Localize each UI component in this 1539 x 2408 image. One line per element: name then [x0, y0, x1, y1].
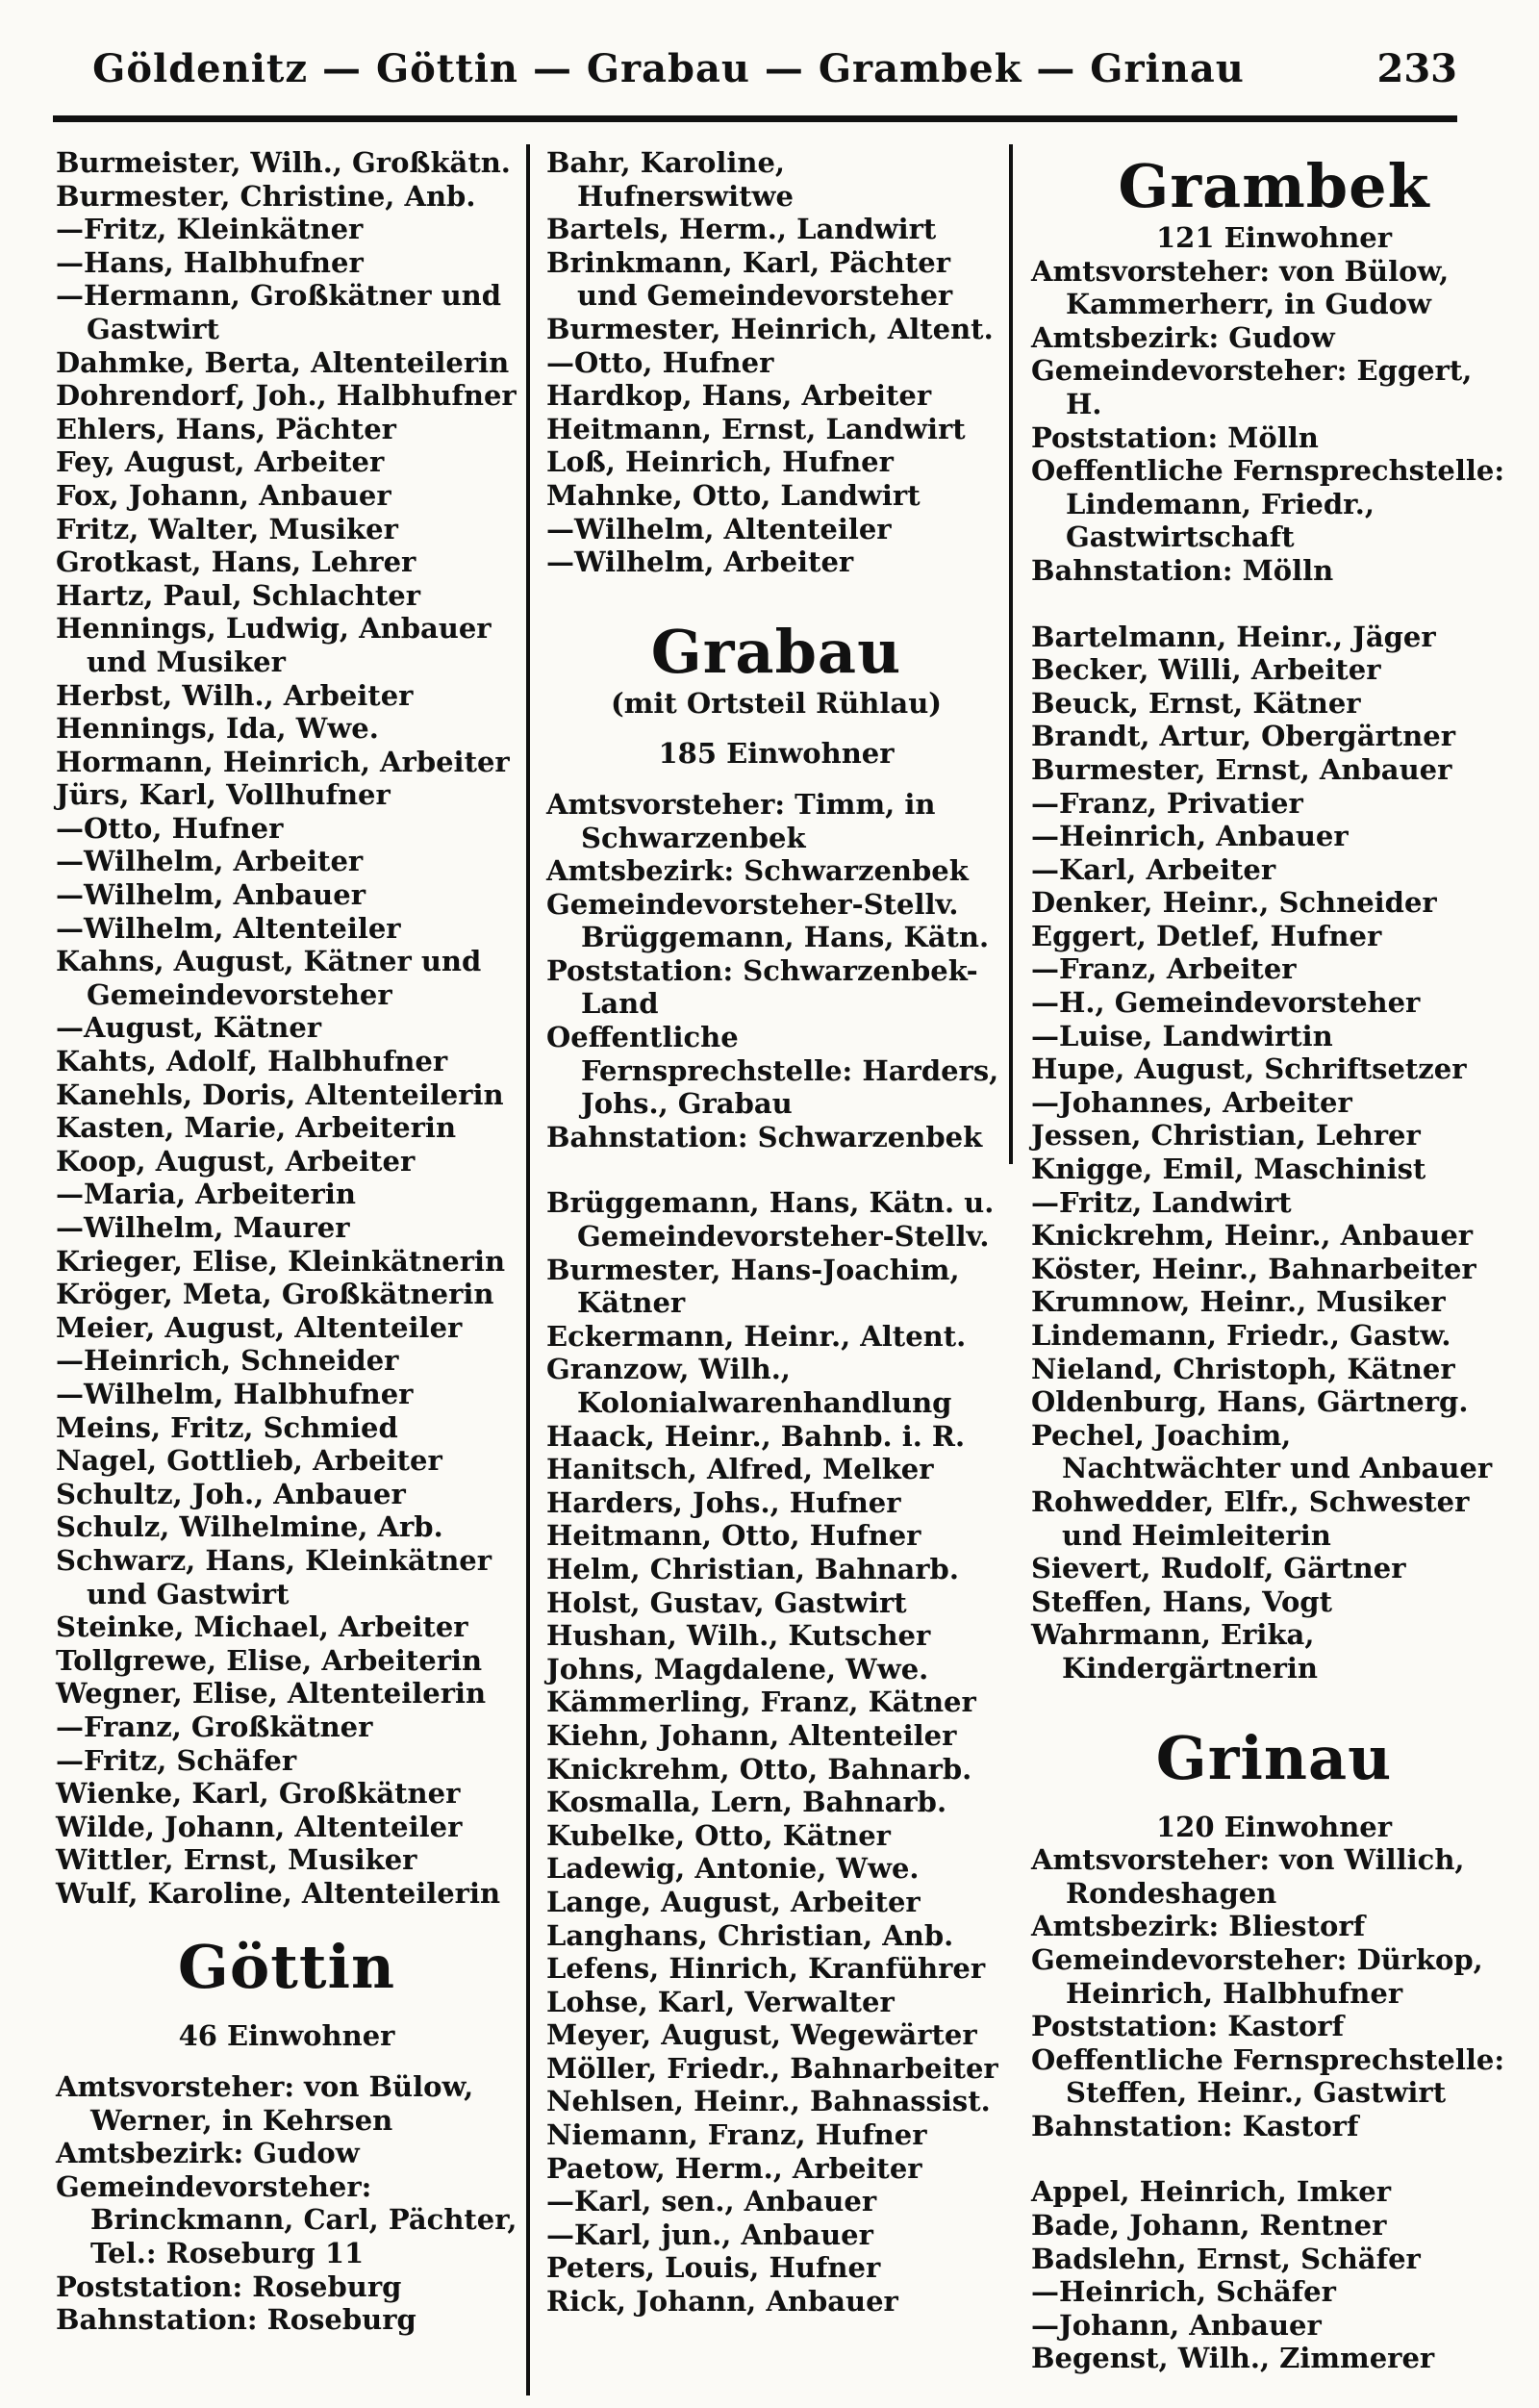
directory-entry: Heitmann, Ernst, Landwirt — [546, 412, 966, 445]
directory-entry: —Karl, Arbeiter — [1031, 852, 1276, 886]
info-line: Poststation: Schwarzenbek-Land — [546, 953, 978, 1021]
directory-entry: —Wilhelm, Altenteiler — [546, 512, 892, 545]
info-line: Bahnstation: Schwarzenbek — [546, 1120, 983, 1153]
info-line: Amtsbezirk: Schwarzenbek — [546, 854, 969, 888]
directory-entry: Kahts, Adolf, Halbhufner — [56, 1045, 448, 1078]
info-line: Amtsvorsteher: von Bülow, Kammerherr, in Gudow — [1031, 254, 1450, 321]
directory-entry: Nehlsen, Heinr., Bahnassist. — [546, 2085, 991, 2118]
directory-entry: Wilde, Johann, Altenteiler — [56, 1810, 463, 1843]
info-line: Amtsbezirk: Gudow — [1031, 320, 1335, 354]
info-line: Bahnstation: Kastorf — [1031, 2109, 1359, 2142]
directory-entry: —Johannes, Arbeiter — [1031, 1085, 1352, 1119]
running-title: Göldenitz — Göttin — Grabau — Grambek — Grinau — [92, 46, 1245, 91]
directory-entry: Dahmke, Berta, Altenteilerin — [56, 345, 510, 379]
directory-entry: —Fritz, Landwirt — [1031, 1185, 1292, 1219]
directory-entry: Bahr, Karoline, Hufnerswitwe — [546, 146, 794, 213]
directory-entry: —Fritz, Schäfer — [56, 1743, 297, 1777]
directory-entry: Kubelke, Otto, Kätner — [546, 1818, 891, 1852]
info-line: Amtsvorsteher: Timm, in Schwarzenbek — [546, 787, 936, 854]
grambek-info — [1031, 255, 1517, 588]
directory-entry: Paetow, Herm., Arbeiter — [546, 2151, 922, 2185]
info-line: Poststation: Roseburg — [56, 2269, 402, 2303]
directory-entry: —Otto, Hufner — [56, 811, 284, 845]
directory-entry: Harders, Johs., Hufner — [546, 1485, 901, 1519]
info-line: Gemeindevorsteher: Dürkop, Heinrich, Halbhufner — [1031, 1942, 1483, 2010]
subtitle-grabau: (mit Ortsteil Rühlau) — [610, 686, 943, 720]
directory-entry: Hardkop, Hans, Arbeiter — [546, 379, 932, 413]
directory-entry: Grotkast, Hans, Lehrer — [56, 545, 416, 579]
directory-entry: Burmester, Ernst, Anbauer — [1031, 752, 1452, 786]
info-line: Gemeindevorsteher-Stellv. Brüggemann, Hans, Kätn. — [546, 887, 990, 954]
directory-entry: Knigge, Emil, Maschinist — [1031, 1153, 1426, 1186]
directory-entry: Haack, Heinr., Bahnb. i. R. — [546, 1419, 966, 1453]
directory-entry: Jürs, Karl, Vollhufner — [56, 778, 391, 812]
directory-entry: —Wilhelm, Arbeiter — [546, 545, 854, 579]
directory-entry: Bartelmann, Heinr., Jäger — [1031, 620, 1436, 653]
directory-entry: Nieland, Christoph, Kätner — [1031, 1352, 1455, 1385]
population-goettin: 46 Einwohner — [178, 2019, 395, 2053]
directory-entry: Beuck, Ernst, Kätner — [1031, 686, 1361, 720]
info-line: Bahnstation: Mölln — [1031, 553, 1334, 587]
info-line: Amtsvorsteher: von Willich, Rondeshagen — [1031, 1843, 1465, 1910]
directory-entry: Oldenburg, Hans, Gärtnerg. — [1031, 1385, 1469, 1419]
directory-entry: Schultz, Joh., Anbauer — [56, 1477, 406, 1510]
info-line: Oeffentliche Fernsprechstelle: Steffen, Heinr., Gastwirt — [1031, 2042, 1505, 2110]
grinau-info — [1031, 1843, 1517, 2142]
info-line: Gemeindevorsteher: Eggert, H. — [1031, 354, 1473, 420]
directory-entry: Becker, Willi, Arbeiter — [1031, 653, 1381, 687]
directory-entry: Lange, August, Arbeiter — [546, 1885, 921, 1918]
directory-entry: Meins, Fritz, Schmied — [56, 1410, 398, 1444]
info-line: Oeffentliche Fernsprechstelle: Lindemann, Friedr., Gastwirtschaft — [1031, 454, 1505, 554]
directory-entry: Kasten, Marie, Arbeiterin — [56, 1111, 457, 1145]
directory-entry: Herbst, Wilh., Arbeiter — [56, 678, 414, 712]
directory-entry: Wahrmann, Erika, Kindergärtnerin — [1031, 1618, 1318, 1685]
directory-entry: Kosmalla, Lern, Bahnarb. — [546, 1786, 947, 1819]
directory-entry: Wulf, Karoline, Altenteilerin — [56, 1876, 501, 1910]
directory-entry: —Karl, sen., Anbauer — [546, 2185, 877, 2218]
info-line: Oeffentliche Fernsprechstelle: Harders, Johs., Grabau — [546, 1021, 999, 1121]
directory-entry: —Fritz, Kleinkätner — [56, 213, 364, 246]
directory-entry: Heitmann, Otto, Hufner — [546, 1519, 921, 1553]
directory-entry: Lindemann, Friedr., Gastw. — [1031, 1319, 1451, 1352]
section-title-grinau: Grinau — [1155, 1722, 1393, 1793]
directory-entry: Koop, August, Arbeiter — [56, 1144, 416, 1178]
directory-entry: —Otto, Hufner — [546, 345, 774, 379]
column-2 — [546, 146, 1006, 2319]
directory-entry: Brandt, Artur, Obergärtner — [1031, 720, 1455, 753]
info-line: Poststation: Mölln — [1031, 420, 1319, 454]
directory-entry: —Heinrich, Schneider — [56, 1344, 399, 1378]
directory-entry: Hartz, Paul, Schlachter — [56, 578, 420, 612]
column-divider-left — [526, 144, 530, 2395]
directory-entry: —Franz, Privatier — [1031, 786, 1303, 820]
directory-entry: —Heinrich, Schäfer — [1031, 2275, 1336, 2309]
info-line: Poststation: Kastorf — [1031, 2010, 1345, 2043]
directory-entry: Appel, Heinrich, Imker — [1031, 2175, 1391, 2209]
directory-entry: Brinkmann, Karl, Pächter und Gemeindevorsteher — [546, 245, 953, 313]
directory-entry: Lohse, Karl, Verwalter — [546, 1985, 895, 2018]
grabau-entries — [546, 1186, 1006, 2318]
directory-entry: Mahnke, Otto, Landwirt — [546, 478, 921, 512]
directory-entry: Ehlers, Hans, Pächter — [56, 412, 396, 445]
directory-entry: Granzow, Wilh., Kolonialwarenhandlung — [546, 1353, 952, 1419]
directory-entry: —Wilhelm, Anbauer — [56, 878, 366, 912]
directory-entry: Hormann, Heinrich, Arbeiter — [56, 745, 510, 778]
directory-entry: Hennings, Ludwig, Anbauer und Musiker — [56, 612, 492, 678]
directory-entry: Sievert, Rudolf, Gärtner — [1031, 1552, 1406, 1585]
directory-entry: Wittler, Ernst, Musiker — [56, 1843, 417, 1877]
directory-entry: Dohrendorf, Joh., Halbhufner — [56, 379, 517, 413]
directory-entry: Schulz, Wilhelmine, Arb. — [56, 1510, 443, 1544]
info-line: Amtsbezirk: Gudow — [56, 2137, 360, 2170]
section-title-grabau: Grabau — [650, 616, 902, 687]
directory-entry: —Heinrich, Anbauer — [1031, 820, 1349, 853]
directory-entry: Burmester, Heinrich, Altent. — [546, 312, 994, 345]
directory-entry: Wienke, Karl, Großkätner — [56, 1777, 461, 1811]
grambek-entries — [1031, 621, 1517, 1686]
directory-entry: —Wilhelm, Arbeiter — [56, 845, 364, 878]
directory-entry: Kiehn, Johann, Altenteiler — [546, 1718, 957, 1752]
directory-entry: Steinke, Michael, Arbeiter — [56, 1610, 468, 1644]
info-line: Amtsvorsteher: von Bülow, Werner, in Kehrsen — [56, 2070, 474, 2137]
directory-entry: —Luise, Landwirtin — [1031, 1019, 1333, 1052]
directory-entry: Eggert, Detlef, Hufner — [1031, 919, 1382, 952]
directory-entry: Tollgrewe, Elise, Arbeiterin — [56, 1643, 483, 1677]
info-line: Bahnstation: Roseburg — [56, 2303, 416, 2337]
goettin-entries — [546, 146, 1006, 579]
directory-entry: —Hans, Halbhufner — [56, 245, 364, 279]
grabau-info — [546, 788, 1006, 1154]
directory-entry: Knickrehm, Otto, Bahnarb. — [546, 1752, 972, 1786]
directory-entry: —Wilhelm, Maurer — [56, 1211, 350, 1244]
directory-entry: Nagel, Gottlieb, Arbeiter — [56, 1444, 442, 1478]
section-title-goettin: Göttin — [177, 1932, 396, 2003]
directory-entry: Eckermann, Heinr., Altent. — [546, 1319, 967, 1353]
directory-entry: Langhans, Christian, Anb. — [546, 1918, 954, 1952]
directory-entry: Bade, Johann, Rentner — [1031, 2209, 1387, 2243]
directory-entry: Meyer, August, Wegewärter — [546, 2018, 977, 2052]
directory-entry: Ladewig, Antonie, Wwe. — [546, 1852, 920, 1886]
directory-entry: Niemann, Franz, Hufner — [546, 2118, 927, 2152]
info-line: Amtsbezirk: Bliestorf — [1031, 1910, 1366, 1943]
directory-entry: —Wilhelm, Altenteiler — [56, 911, 401, 945]
directory-entry: Wegner, Elise, Altenteilerin — [56, 1677, 487, 1711]
goeldenitz-entries — [56, 146, 517, 1910]
directory-entry: Lefens, Hinrich, Kranführer — [546, 1952, 986, 1986]
directory-entry: Burmeister, Wilh., Großkätn. — [56, 146, 511, 179]
directory-entry: Köster, Heinr., Bahnarbeiter — [1031, 1252, 1476, 1285]
directory-entry: —Wilhelm, Halbhufner — [56, 1377, 414, 1410]
directory-entry: Möller, Friedr., Bahnarbeiter — [546, 2051, 998, 2085]
directory-entry: —Johann, Anbauer — [1031, 2308, 1322, 2342]
directory-entry: Fritz, Walter, Musiker — [56, 512, 398, 545]
directory-entry: Fox, Johann, Anbauer — [56, 478, 391, 512]
directory-entry: Burmester, Christine, Anb. — [56, 179, 476, 213]
directory-entry: Hanitsch, Alfred, Melker — [546, 1453, 934, 1486]
directory-entry: Peters, Louis, Hufner — [546, 2251, 881, 2285]
directory-entry: Hupe, August, Schriftsetzer — [1031, 1052, 1467, 1086]
directory-entry: Begenst, Wilh., Zimmerer — [1031, 2342, 1435, 2375]
directory-entry: Badslehn, Ernst, Schäfer — [1031, 2242, 1421, 2275]
directory-entry: Helm, Christian, Bahnarb. — [546, 1552, 959, 1585]
directory-entry: Fey, August, Arbeiter — [56, 445, 385, 479]
directory-entry: —August, Kätner — [56, 1011, 322, 1045]
directory-entry: Hennings, Ida, Wwe. — [56, 712, 379, 746]
directory-entry: Denker, Heinr., Schneider — [1031, 886, 1437, 920]
directory-entry: —Hermann, Großkätner und Gastwirt — [56, 279, 502, 345]
directory-entry: Bartels, Herm., Landwirt — [546, 213, 937, 246]
population-grinau: 120 Einwohner — [1155, 1810, 1393, 1843]
directory-entry: Burmester, Hans-Joachim, Kätner — [546, 1253, 960, 1320]
directory-entry: Steffen, Hans, Vogt — [1031, 1584, 1332, 1618]
population-grambek: 121 Einwohner — [1155, 221, 1393, 254]
goettin-info — [56, 2070, 517, 2337]
directory-entry: Jessen, Christian, Lehrer — [1031, 1119, 1421, 1153]
directory-entry: Krieger, Elise, Kleinkätnerin — [56, 1244, 506, 1278]
grinau-entries — [1031, 2175, 1517, 2375]
directory-entry: Brüggemann, Hans, Kätn. u. Gemeindevorsteher-Stellv. — [546, 1186, 995, 1254]
directory-entry: —Maria, Arbeiterin — [56, 1178, 356, 1211]
directory-entry: Kröger, Meta, Großkätnerin — [56, 1278, 494, 1311]
page-header — [53, 38, 1457, 122]
directory-entry: Rick, Johann, Anbauer — [546, 2285, 898, 2319]
directory-entry: Kämmerling, Franz, Kätner — [546, 1686, 976, 1719]
directory-entry: —H., Gemeindevorsteher — [1031, 986, 1421, 1020]
directory-entry: Pechel, Joachim, Nachtwächter und Anbauer — [1031, 1418, 1493, 1485]
page-number: 233 — [1376, 46, 1457, 91]
directory-entry: Hushan, Wilh., Kutscher — [546, 1619, 931, 1653]
directory-entry: Kahns, August, Kätner und Gemeindevorsteher — [56, 945, 482, 1011]
column-3 — [1031, 146, 1517, 2375]
column-1 — [56, 146, 517, 2337]
directory-entry: Rohwedder, Elfr., Schwester und Heimleiterin — [1031, 1484, 1470, 1552]
directory-entry: Loß, Heinrich, Hufner — [546, 445, 894, 479]
section-title-grambek: Grambek — [1118, 151, 1430, 221]
info-line: Gemeindevorsteher: Brinckmann, Carl, Pächter, Tel.: Roseburg 11 — [56, 2169, 517, 2270]
directory-entry: Schwarz, Hans, Kleinkätner und Gastwirt — [56, 1543, 492, 1610]
directory-entry: —Franz, Großkätner — [56, 1710, 373, 1743]
directory-entry: —Karl, jun., Anbauer — [546, 2218, 873, 2251]
directory-entry: Krumnow, Heinr., Musiker — [1031, 1285, 1446, 1319]
directory-entry: —Franz, Arbeiter — [1031, 952, 1297, 986]
directory-entry: Meier, August, Altenteiler — [56, 1310, 463, 1344]
directory-entry: Knickrehm, Heinr., Anbauer — [1031, 1219, 1474, 1253]
directory-entry: Holst, Gustav, Gastwirt — [546, 1585, 907, 1619]
directory-entry: Kanehls, Doris, Altenteilerin — [56, 1077, 504, 1111]
column-divider-right — [1009, 144, 1013, 1164]
population-grabau: 185 Einwohner — [658, 737, 895, 771]
directory-entry: Johns, Magdalene, Wwe. — [546, 1652, 929, 1686]
